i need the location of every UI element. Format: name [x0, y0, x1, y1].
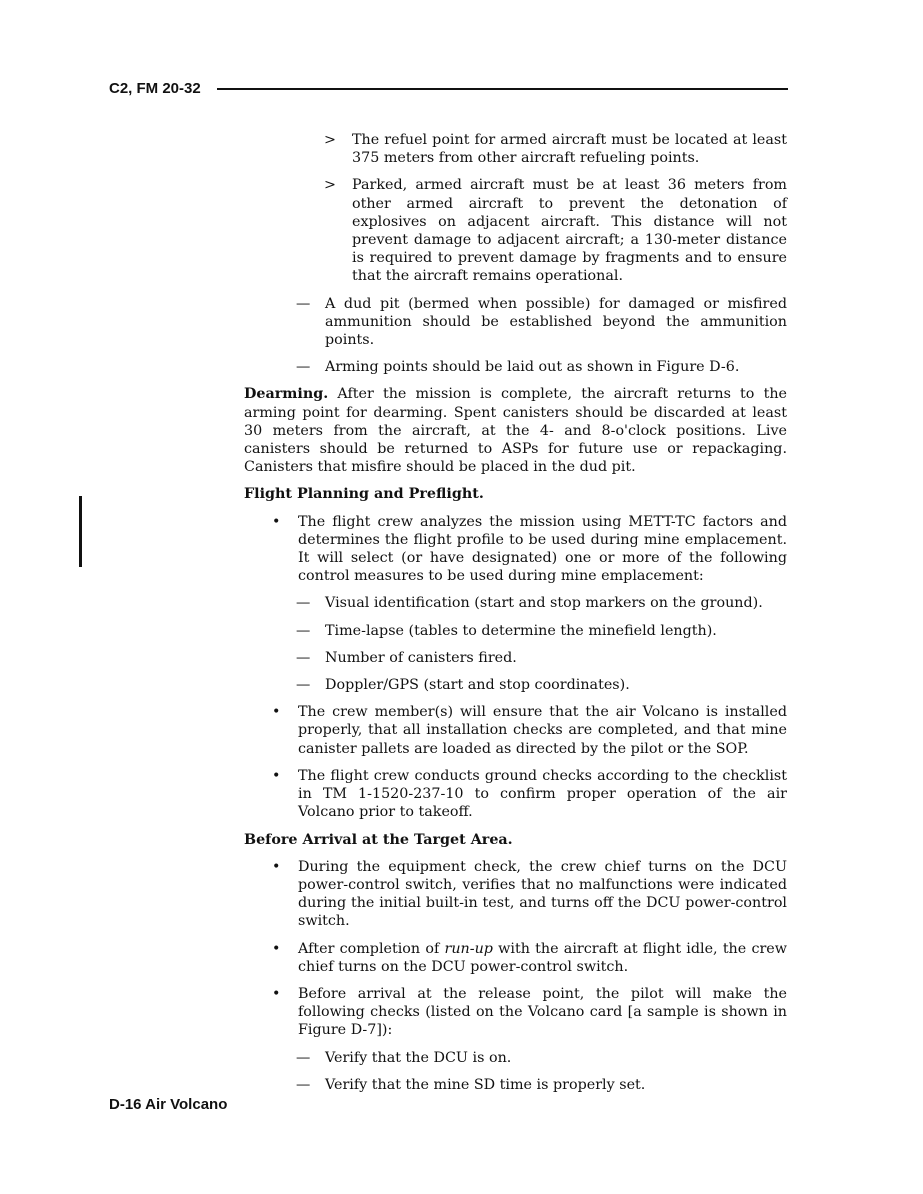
gt-marker: > [324, 177, 336, 194]
item-text: with the aircraft at flight idle, the crew chief turns on the DCU power-control switch. [298, 940, 787, 975]
dearming-text: After the mission is complete, the aircraft returns to the arming point for dearming. Spent canisters should be discarded at least 30 meters from the aircraft, at the 4- and 8-o'clock positions. Live canisters should be returned to ASPs for future use or repackaging. Canisters that misfire should be placed in the dud pit. [244, 386, 787, 476]
bullet-marker: • [272, 513, 281, 530]
dash-marker: — [296, 677, 311, 694]
list-item [244, 131, 787, 167]
item-emphasis: run-up [444, 940, 493, 957]
bullet-marker: • [272, 858, 281, 875]
item-text: The flight crew conducts ground checks according to the checklist in TM 1-1520-237-10 to confirm proper operation of the air Volcano prior to takeoff. [298, 767, 787, 821]
header-rule [217, 88, 788, 90]
item-text: Doppler/GPS (start and stop coordinates). [325, 677, 630, 694]
section-heading: Before Arrival at the Target Area. [244, 831, 513, 848]
item-text: Verify that the DCU is on. [325, 1049, 512, 1066]
list-item [244, 594, 787, 612]
bullet-marker: • [272, 985, 281, 1002]
list-item [244, 767, 787, 822]
item-text: The flight crew analyzes the mission using METT-TC factors and determines the flight profile to be used during mine emplacement. It will select (or have designated) one or more of the following control measures to be used during mine emplacement: [298, 513, 787, 585]
list-item [244, 358, 787, 376]
item-text: Time-lapse (tables to determine the minefield length). [325, 622, 717, 639]
item-text: Parked, armed aircraft must be at least 36 meters from other armed aircraft to prevent the detonation of explosives on adjacent aircraft. This distance will not prevent damage to adjacent aircraft; a 130-meter distance is required to prevent damage by fragments and to ensure that the aircraft remains operational. [352, 177, 787, 285]
dash-marker: — [296, 595, 311, 612]
list-item [244, 676, 787, 694]
dash-marker: — [296, 1076, 311, 1093]
dash-marker: — [296, 622, 311, 639]
list-item [244, 622, 787, 640]
item-text: Verify that the mine SD time is properly set. [325, 1076, 646, 1093]
dash-marker: — [296, 1049, 311, 1066]
dearming-paragraph [244, 385, 787, 476]
gt-marker: > [324, 132, 336, 148]
bullet-marker: • [272, 704, 281, 721]
dash-marker: — [296, 359, 311, 376]
list-item [244, 649, 787, 667]
item-text: The crew member(s) will ensure that the air Volcano is installed properly, that all installation checks are completed, and that mine canister pallets are loaded as directed by the pilot or the SOP. [298, 704, 787, 757]
change-bar [79, 496, 82, 567]
header-title: C2, FM 20-32 [109, 79, 201, 97]
list-item [244, 176, 787, 285]
item-text: Number of canisters fired. [325, 649, 517, 666]
list-item [244, 858, 787, 931]
bullet-marker: • [272, 767, 281, 784]
item-text: Arming points should be laid out as shown in Figure D-6. [325, 359, 740, 376]
dearming-label: Dearming. [244, 386, 329, 403]
bullet-marker: • [272, 940, 281, 957]
item-text: During the equipment check, the crew chief turns on the DCU power-control switch, verifies that no malfunctions were indicated during the initial built-in test, and turns off the DCU power-control switch. [298, 858, 787, 930]
list-item [244, 703, 787, 758]
section-heading: Flight Planning and Preflight. [244, 486, 484, 503]
page-footer: D-16 Air Volcano [109, 1096, 228, 1113]
list-item [244, 940, 787, 976]
list-item [244, 513, 787, 586]
item-text: The refuel point for armed aircraft must be located at least 375 meters from other aircraft refueling points. [352, 132, 787, 167]
item-text: Visual identification (start and stop markers on the ground). [325, 595, 763, 612]
item-text: A dud pit (bermed when possible) for damaged or misfired ammunition should be established beyond the ammunition points. [325, 295, 787, 349]
list-item [244, 1076, 787, 1094]
page-header [109, 77, 788, 99]
item-text: Before arrival at the release point, the pilot will make the following checks (listed on the Volcano card [a sample is shown in Figure D-7]): [298, 985, 787, 1039]
item-text: After completion of [298, 940, 445, 957]
list-item [244, 1049, 787, 1067]
list-item [244, 295, 787, 350]
dash-marker: — [296, 295, 311, 312]
dash-marker: — [296, 649, 311, 666]
list-item [244, 985, 787, 1040]
page-body [244, 131, 787, 1103]
